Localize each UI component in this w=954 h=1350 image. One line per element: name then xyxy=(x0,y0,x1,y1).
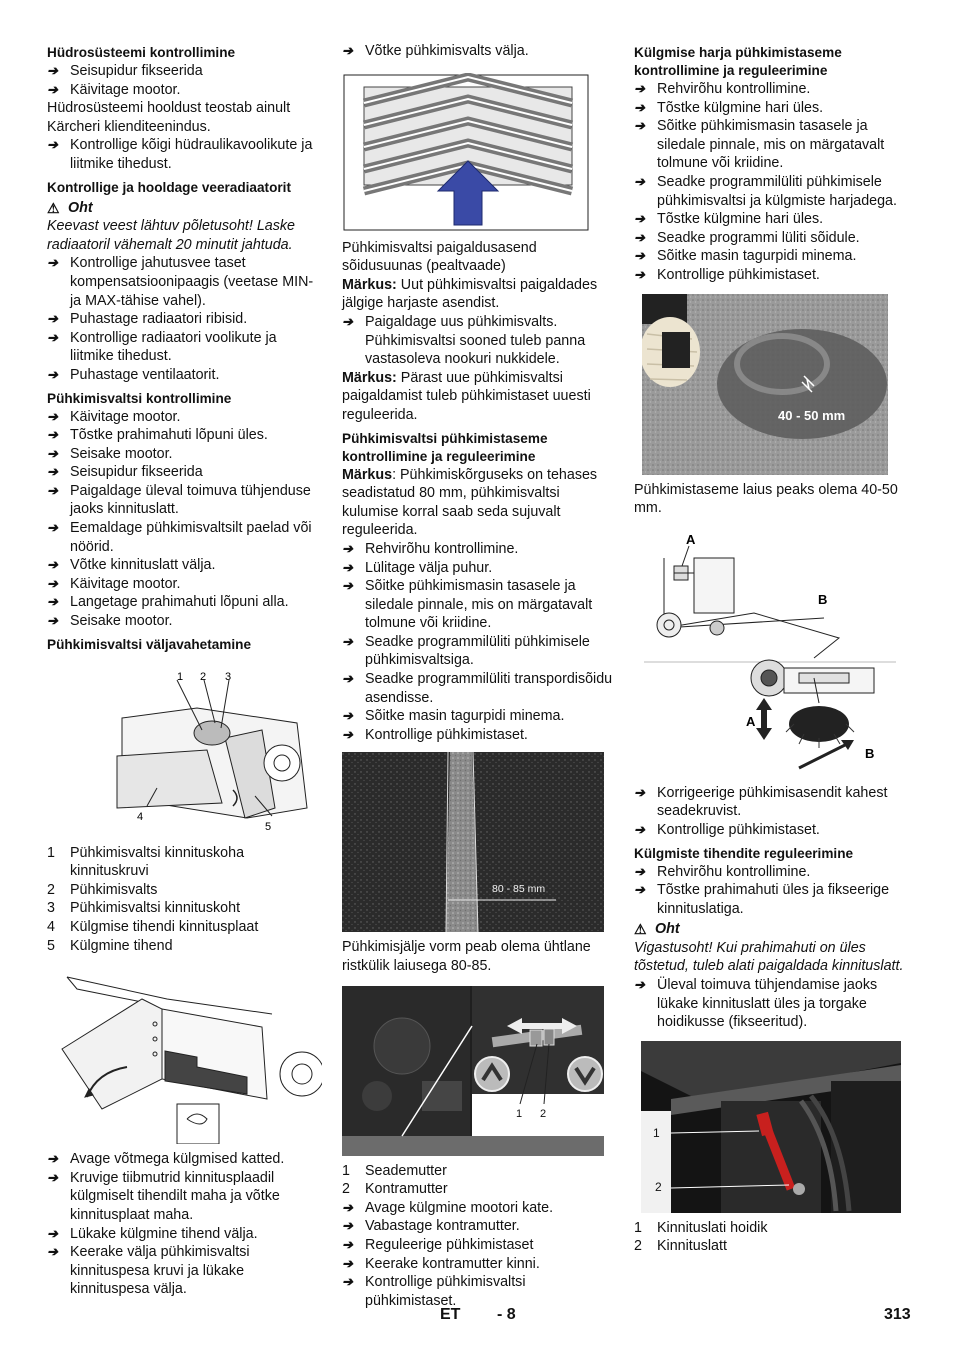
arrow-right-icon xyxy=(47,1150,70,1169)
arrow-right-icon xyxy=(342,1236,365,1255)
side-brush-icon xyxy=(789,706,849,742)
arrow-right-icon xyxy=(634,881,657,918)
height-adjust-arrow-icon xyxy=(756,698,772,740)
step: ➔ Sõitke masin tagurpidi minema. xyxy=(634,247,909,266)
warning-text: Keevast veest lähtuv põletusoht! Laske radiaatoril vähemalt 20 minutit jahtuda. xyxy=(47,218,295,253)
arrow-right-icon xyxy=(634,976,657,1032)
column-middle xyxy=(342,42,617,1310)
roller-assembly-drawing xyxy=(47,668,322,838)
side-seal-figure xyxy=(47,969,322,1144)
step: ➔ Seadke programmilüliti transpordisõidu asendisse. xyxy=(342,670,617,707)
legend-item: 1 Seademutter xyxy=(342,1162,447,1179)
legend-item: 2 Pühkimisvalts xyxy=(47,881,158,898)
arrow-right-icon xyxy=(342,313,365,369)
step: ➔ Rehvirõhu kontrollimine. xyxy=(634,80,909,99)
legend-item: 1 Kinnituslati hoidik xyxy=(634,1219,768,1236)
step: ➔ Eemaldage pühkimisvaltsilt paelad või nöörid. xyxy=(47,519,322,556)
arrow-right-icon xyxy=(47,1225,70,1244)
arrow-right-icon xyxy=(47,593,70,612)
column-right xyxy=(634,42,909,1256)
arrow-right-icon xyxy=(342,42,365,61)
sweep-trace-image xyxy=(342,752,604,932)
step: ➔ Käivitage mootor. xyxy=(47,575,322,594)
arrow-right-icon xyxy=(47,81,70,100)
arrow-right-icon xyxy=(47,463,70,482)
warning-triangle-icon: ⚠ xyxy=(634,921,647,938)
callout-label: A xyxy=(746,713,756,729)
step: ➔ Langetage prahimahuti lõpuni alla. xyxy=(47,593,322,612)
figure-caption: Pühkimisjälje vorm peab olema ühtlane ristkülik laiusega 80-85. xyxy=(342,939,591,975)
arrow-right-icon xyxy=(47,1169,70,1225)
step: ➔ Reguleerige pühkimistaset xyxy=(342,1236,617,1255)
step: ➔ Puhastage radiaatori ribisid. xyxy=(47,310,322,329)
column-left xyxy=(47,42,322,1299)
arrow-right-icon xyxy=(47,445,70,464)
step: ➔ Seadke programmilüliti pühkimisele pühkimisvaltsi ja külgmiste harjadega. xyxy=(634,173,909,210)
step: ➔ Paigaldage uus pühkimisvalts. Pühkimisvaltsi sooned tuleb panna vastasoleva nookuri nukkidele. xyxy=(342,313,617,369)
step: ➔ Võtke pühkimisvalts välja. xyxy=(342,42,617,61)
callout-label: 3 xyxy=(225,670,232,683)
step: ➔ Seisake mootor. xyxy=(47,612,322,631)
footer-language: ET xyxy=(440,1306,461,1323)
sweep-trace-photo xyxy=(342,752,617,932)
step: ➔ Kontrollige pühkimistaset. xyxy=(634,266,909,285)
step: ➔ Seadke programmilüliti pühkimisele pühkimisvaltsiga. xyxy=(342,633,617,670)
warning-label: ⚠ Oht xyxy=(47,199,93,216)
section-title-roller-level: Pühkimisvaltsi pühkimistaseme kontrollimine ja reguleerimine xyxy=(342,430,548,464)
step: ➔ Käivitage mootor. xyxy=(47,81,322,100)
adjusting-nut-photo xyxy=(342,986,617,1156)
arrow-right-icon xyxy=(342,540,365,559)
section-title-roller-replace: Pühkimisvaltsi väljavahetamine xyxy=(47,636,252,652)
arrow-right-icon xyxy=(634,821,657,840)
arrow-right-icon xyxy=(342,1217,365,1236)
step: ➔ Keerake välja pühkimisvaltsi kinnituspesa kruvi ja lükake kinnituspesa välja. xyxy=(47,1243,322,1299)
step: ➔ Üleval toimuva tühjendamise jaoks lükake kinnituslatt üles ja torgake hoidikusse (fikseeritud). xyxy=(634,976,909,1032)
legend-item: 5 Külgmine tihend xyxy=(47,937,173,954)
roller-top-view-figure xyxy=(342,73,617,233)
callout-label: 5 xyxy=(265,820,272,833)
step: ➔ Kontrollige pühkimisvaltsi pühkimistaset. xyxy=(342,1273,617,1310)
arrow-right-icon xyxy=(634,210,657,229)
step: ➔ Tõstke külgmine hari üles. xyxy=(634,210,909,229)
step: ➔ Lükake külgmine tihend välja. xyxy=(47,1225,322,1244)
arrow-right-icon xyxy=(342,559,365,578)
step: ➔ Kontrollige radiaatori voolikute ja liitmike tihedust. xyxy=(47,329,322,366)
side-seal-drawing xyxy=(47,969,322,1144)
step: ➔ Korrigeerige pühkimisasendit kahest seadekruvist. xyxy=(634,784,909,821)
step: ➔ Seadke programmi lüliti sõidule. xyxy=(634,229,909,248)
arrow-right-icon xyxy=(342,633,365,670)
arrow-right-icon xyxy=(47,254,70,310)
raise-icon xyxy=(475,1057,509,1091)
lower-icon xyxy=(568,1057,602,1091)
legend-item: 2 Kontramutter xyxy=(342,1181,448,1198)
side-brush-screws-figure xyxy=(634,528,909,778)
arrow-right-icon xyxy=(47,556,70,575)
step: ➔ Puhastage ventilaatorit. xyxy=(47,366,322,385)
arrow-right-icon xyxy=(47,136,70,173)
support-bar-image xyxy=(641,1041,901,1213)
arrow-right-icon xyxy=(634,784,657,821)
roller-chevron-drawing xyxy=(342,73,592,233)
step: ➔ Avage võtmega külgmised katted. xyxy=(47,1150,322,1169)
step: ➔ Kontrollige pühkimistaset. xyxy=(634,821,909,840)
step: ➔ Seisake mootor. xyxy=(47,445,322,464)
callout-label: B xyxy=(865,745,875,761)
step: ➔ Kontrollige kõigi hüdraulikavoolikute ja liitmike tihedust. xyxy=(47,136,322,173)
arrow-right-icon xyxy=(47,426,70,445)
callout-label: 2 xyxy=(200,670,207,683)
arrow-right-icon xyxy=(634,173,657,210)
arrow-right-icon xyxy=(342,1255,365,1274)
arrow-right-icon xyxy=(47,310,70,329)
step: ➔ Kruvige tiibmutrid kinnitusplaadil külgmiselt tihendilt maha ja võtke kinnitusplaat maha. xyxy=(47,1169,322,1225)
legend-item: 1 Pühkimisvaltsi kinnituskoha kinnituskruvi xyxy=(47,844,245,880)
section-title-side-brush: Külgmise harja pühkimistaseme kontrollimine ja reguleerimine xyxy=(634,45,842,78)
arrow-right-icon xyxy=(342,1273,365,1310)
callout-label: 2 xyxy=(655,1179,662,1194)
side-brush-trace-photo xyxy=(642,294,909,475)
paragraph: Hüdrosüsteemi hooldust teostab ainult Kärcheri klienditeenindus. xyxy=(47,100,291,135)
step: ➔ Tõstke külgmine hari üles. xyxy=(634,99,909,118)
callout-label: 1 xyxy=(653,1125,660,1140)
measurement-label: 40 - 50 mm xyxy=(778,407,846,423)
step: ➔ Tõstke prahimahuti lõpuni üles. xyxy=(47,426,322,445)
step: ➔ Vabastage kontramutter. xyxy=(342,1217,617,1236)
adjusting-nut-image xyxy=(342,986,604,1156)
step: ➔ Kontrollige jahutusvee taset kompensatsioonipaagis (veetase MIN- ja MAX-tähise vahel). xyxy=(47,254,322,310)
arrow-right-icon xyxy=(47,612,70,631)
arrow-right-icon xyxy=(47,408,70,427)
note: Märkus: Pärast uue pühkimisvaltsi paigaldamist tuleb pühkimistaset uuesti reguleerida. xyxy=(342,369,591,423)
arrow-right-icon xyxy=(634,117,657,173)
arrow-right-icon xyxy=(634,229,657,248)
arrow-right-icon xyxy=(47,519,70,556)
legend-item: 3 Pühkimisvaltsi kinnituskoht xyxy=(47,900,241,917)
arrow-right-icon xyxy=(342,707,365,726)
arrow-right-icon xyxy=(47,575,70,594)
legend-item: 2 Kinnituslatt xyxy=(634,1238,727,1255)
arrow-right-icon xyxy=(47,62,70,81)
side-brush-trace-image xyxy=(642,294,888,475)
arrow-right-icon xyxy=(634,863,657,882)
footer-page-number: 313 xyxy=(884,1306,911,1323)
roller-assembly-figure xyxy=(47,668,322,838)
measurement-label: 80 - 85 mm xyxy=(492,883,546,896)
step: ➔ Keerake kontramutter kinni. xyxy=(342,1255,617,1274)
step: ➔ Võtke kinnituslatt välja. xyxy=(47,556,322,575)
step: ➔ Rehvirõhu kontrollimine. xyxy=(634,863,909,882)
arrow-right-icon xyxy=(47,366,70,385)
arrow-right-icon xyxy=(634,80,657,99)
footer-local-page: - 8 xyxy=(497,1306,516,1323)
step: ➔ Seisupidur fikseerida xyxy=(47,62,322,81)
section-title-side-seals: Külgmiste tihendite reguleerimine xyxy=(634,845,854,861)
step: ➔ Sõitke pühkimismasin tasasele ja siledale pinnale, mis on märgatavalt tolmune või kriidine. xyxy=(342,577,617,633)
step: ➔ Avage külgmine mootori kate. xyxy=(342,1199,617,1218)
section-title-hydraulics: Hüdrosüsteemi kontrollimine xyxy=(47,45,236,60)
step: ➔ Seisupidur fikseerida xyxy=(47,463,322,482)
arrow-right-icon xyxy=(47,1243,70,1299)
warning-label: ⚠ Oht xyxy=(634,921,680,938)
step: ➔ Paigaldage üleval toimuva tühjenduse jaoks kinnituslatt. xyxy=(47,482,322,519)
legend-item: 4 Külgmise tihendi kinnitusplaat xyxy=(47,919,259,935)
step: ➔ Rehvirõhu kontrollimine. xyxy=(342,540,617,559)
arrow-right-icon xyxy=(342,1199,365,1218)
step: ➔ Käivitage mootor. xyxy=(47,408,322,427)
callout-label: 4 xyxy=(137,810,144,823)
callout-label: 1 xyxy=(516,1107,523,1120)
arrow-right-icon xyxy=(634,99,657,118)
step: ➔ Sõitke pühkimismasin tasasele ja siledale pinnale, mis on märgatavalt tolmune või kriidine. xyxy=(634,117,909,173)
section-title-radiator: Kontrollige ja hooldage veeradiaatorit xyxy=(47,179,291,195)
step: ➔ Lülitage välja puhur. xyxy=(342,559,617,578)
arrow-right-icon xyxy=(634,247,657,266)
callout-label: 2 xyxy=(540,1107,547,1120)
figure-caption: Pühkimistaseme laius peaks olema 40-50 mm. xyxy=(634,481,898,517)
arrow-right-icon xyxy=(47,329,70,366)
callout-label: B xyxy=(818,591,828,607)
arrow-right-icon xyxy=(634,266,657,285)
callout-label: A xyxy=(686,531,696,547)
arrow-right-icon xyxy=(47,482,70,519)
callout-label: 1 xyxy=(177,670,184,683)
arrow-right-icon xyxy=(342,577,365,633)
arrow-right-icon xyxy=(342,726,365,745)
section-title-roller-check: Pühkimisvaltsi kontrollimine xyxy=(47,390,232,406)
figure-caption: Pühkimisvaltsi paigaldusasend sõidusuunas (pealtvaade) xyxy=(342,239,537,275)
side-brush-screws-drawing xyxy=(634,528,896,778)
step: ➔ Kontrollige pühkimistaset. xyxy=(342,726,617,745)
warning-text: Vigastusoht! Kui prahimahuti on üles tõstetud, tuleb alati paigaldada kinnituslatt. xyxy=(634,939,904,975)
arrow-right-icon xyxy=(342,670,365,707)
note: Märkus: Uut pühkimisvaltsi paigaldades jälgige harjaste asendist. xyxy=(342,276,598,312)
note: Märkus: Pühkimiskõrguseks on tehases seadistatud 80 mm, pühkimisvaltsi kulumise korral saab seda sujuvalt reguleerida. xyxy=(342,466,598,539)
warning-triangle-icon: ⚠ xyxy=(47,199,60,216)
step: ➔ Sõitke masin tagurpidi minema. xyxy=(342,707,617,726)
step: ➔ Tõstke prahimahuti üles ja fikseerige kinnituslatiga. xyxy=(634,881,909,918)
support-bar-photo xyxy=(641,1041,909,1213)
